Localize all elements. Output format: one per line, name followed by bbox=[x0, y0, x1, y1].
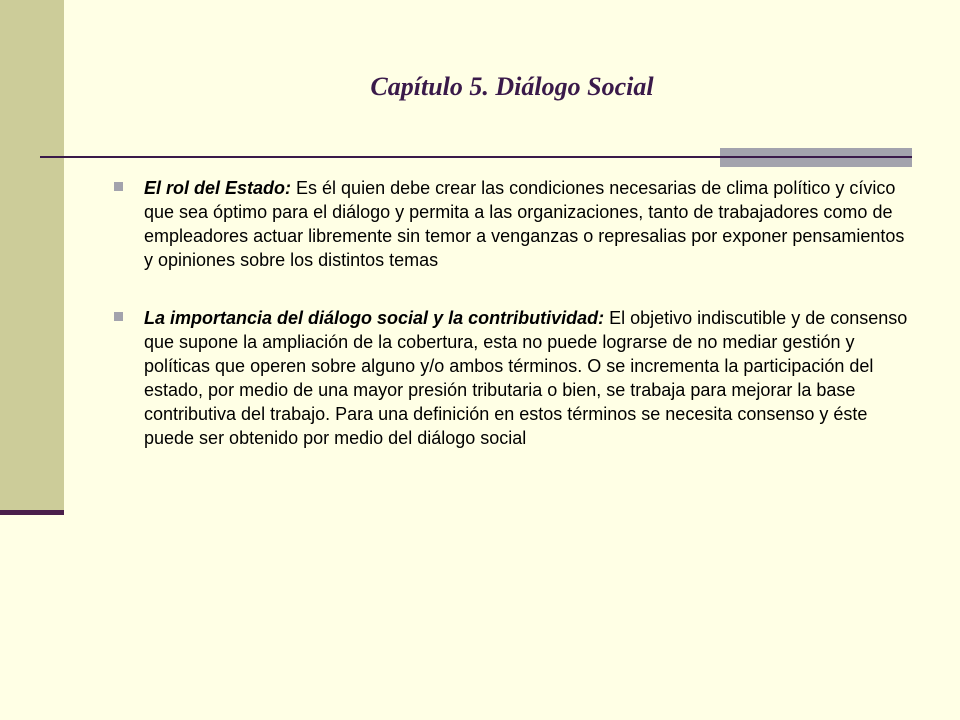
slide-title: Capítulo 5. Diálogo Social bbox=[370, 72, 654, 101]
square-bullet-icon bbox=[114, 182, 123, 191]
bullet-text: El objetivo indiscutible y de consenso que supone la ampliación de la cobertura, esta no puede lograrse de no mediar gestión y políticas que operen sobre alguno y/o ambos términos. O se incrementa la participación del estado, por medio de una mayor presión tributaria o bien, se trabaja para mejorar la base contributiva del trabajo. Para una definición en estos términos se necesita consenso y éste puede ser obtenido por medio del diálogo social bbox=[144, 308, 908, 448]
square-bullet-icon bbox=[114, 312, 123, 321]
bullet-lead: El rol del Estado: bbox=[144, 178, 292, 198]
bullet-text: Es él quien debe crear las condiciones necesarias de clima político y cívico que sea óptimo para el diálogo y permita a las organizaciones, tanto de trabajadores como de empleadores actuar libremente sin temor a venganzas o represalias por exponer pensamientos y opiniones sobre los distintos temas bbox=[144, 178, 905, 270]
bullet-item-2 bbox=[112, 306, 908, 450]
bullet-item-1 bbox=[112, 176, 908, 272]
left-band-rule bbox=[0, 510, 64, 515]
title-divider bbox=[40, 156, 912, 158]
slide-body bbox=[112, 176, 908, 484]
left-decorative-band bbox=[0, 0, 64, 510]
bullet-lead: La importancia del diálogo social y la contributividad: bbox=[144, 308, 605, 328]
